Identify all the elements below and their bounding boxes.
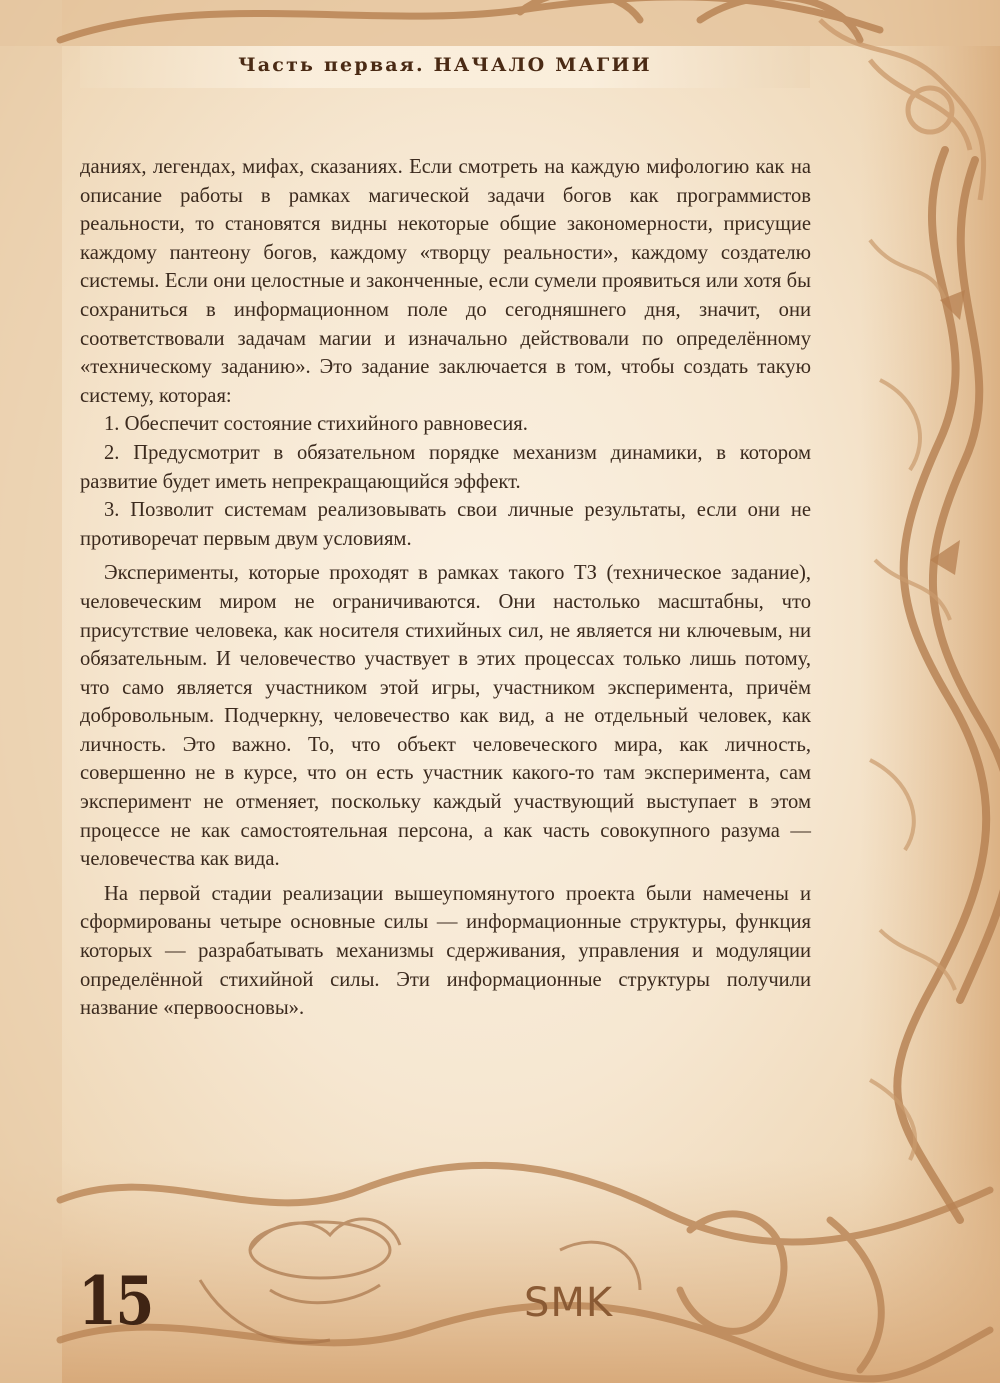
list-item-2: 2. Предусмотрит в обязательном порядке механизм динамики, в котором развитие будет иметь непрекращающийся эффект. bbox=[80, 441, 811, 493]
paragraph-1: даниях, легендах, мифах, сказаниях. Если смотреть на каждую мифологию как на описание работы в рамках магической задачи богов как программистов реальности, то становятся видны некоторые общие закономерности, присущие каждому пантеону богов, каждому «творцу реальности», каждому создателю системы. Если они целостные и законченные, если сумели проявиться или хотя бы сохраниться в информационном поле до сегодняшнего дня, значит, они соответствовали задачам магии и изначально действовали по определённому «техническому заданию». Это задание заключается в том, чтобы создать такую систему, которая: bbox=[80, 156, 811, 407]
paragraph-2: Эксперименты, которые проходят в рамках такого ТЗ (техническое задание), человеческим миром не ограничиваются. Они настолько масштабны, что присутствие человека, как носителя стихийных сил, не является ни ключевым, ни обязательным. И человечество участвует в этих процессах только лишь потому, что само является участником этой игры, участником эксперимента, причём добровольным. Подчеркну, человечество как вид, а не отдельный человек, как личность. Это важно. То, что объект человеческого мира, как личность, совершенно не в курсе, что он есть участник какого-то там эксперимента, сам эксперимент не отменяет, поскольку каждый участвующий выступает в этом процессе не как самостоятельная персона, а как часть совокупного разума — человечества как вида. bbox=[80, 562, 811, 871]
list-item-3: 3. Позволит системам реализовывать свои личные результаты, если они не противоречат первым двум условиям. bbox=[80, 499, 811, 550]
publisher-monogram: SMK bbox=[524, 1280, 614, 1326]
running-header bbox=[80, 46, 810, 88]
paragraph-3: На первой стадии реализации вышеупомянутого проекта были намечены и сформированы четыре основные силы — информационные структуры, функция которых — разрабатывать механизмы сдерживания, управления и модуляции определённой стихийной силы. Эти информационные структуры получили название «первоосновы». bbox=[80, 882, 811, 1020]
page-number: 15 bbox=[78, 1262, 153, 1340]
list-item-1: 1. Обеспечит состояние стихийного равновесия. bbox=[104, 413, 528, 436]
chapter-title: Часть первая. НАЧАЛО МАГИИ bbox=[238, 54, 652, 76]
body-text bbox=[80, 153, 811, 1023]
